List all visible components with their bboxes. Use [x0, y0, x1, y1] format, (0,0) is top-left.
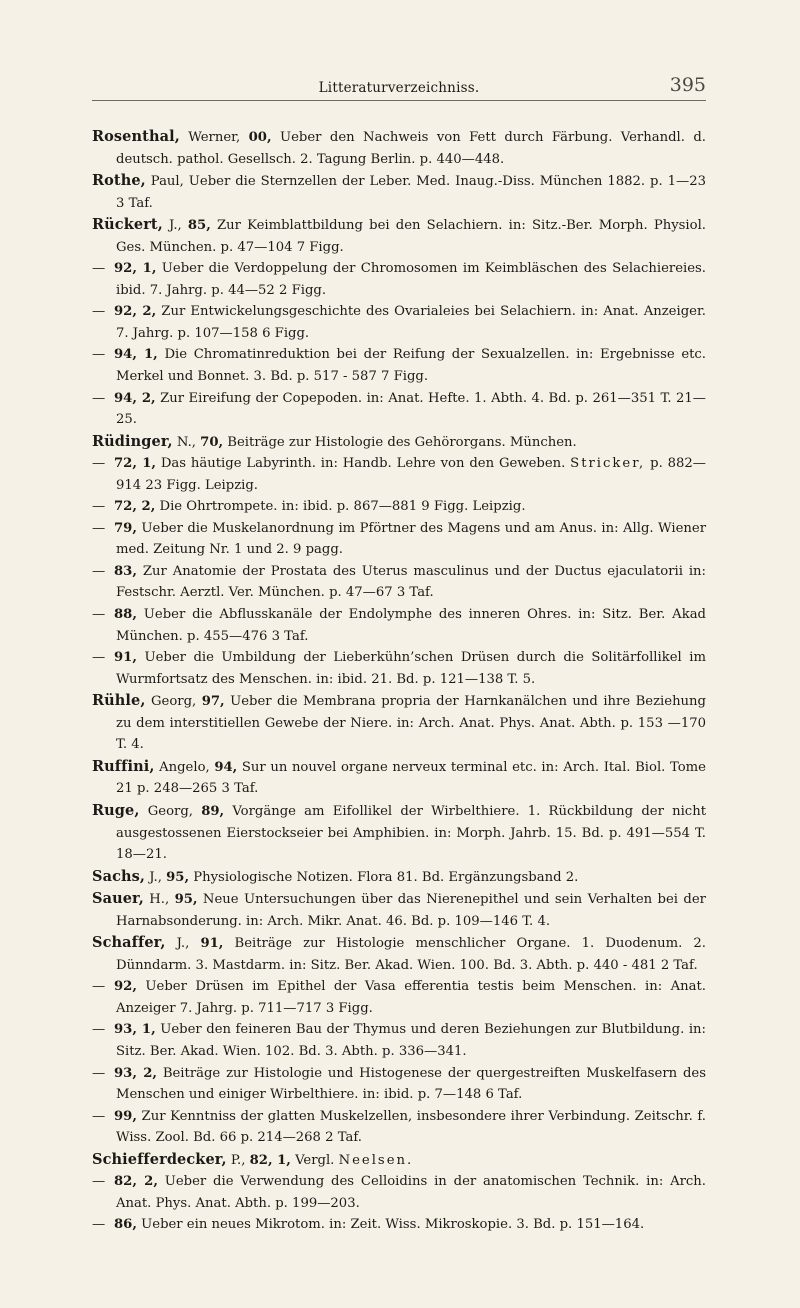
spaced-name: Stricker, [570, 456, 646, 472]
ditto-dash: — [92, 456, 106, 472]
year-number: 92, 1, [114, 261, 157, 277]
bibliography-subentry [92, 1106, 706, 1149]
bibliography-subentry [92, 388, 706, 431]
bibliography-subentry [92, 344, 706, 387]
year-number: 93, 2, [114, 1065, 157, 1081]
author-given-name: Georg, [139, 803, 202, 819]
citation-text: Zur Keimblattbildung bei den Selachiern. in: Sitz.-Ber. Morph. Physiol. Ges. München. p. 47—104 7 Figg. [116, 218, 706, 255]
bibliography-subentry [92, 301, 706, 344]
year-number: 97, [201, 694, 225, 710]
author-surname: Rüdinger, [92, 432, 173, 450]
citation-text: Die Ohrtrompete. in: ibid. p. 867—881 9 Figg. Leipzig. [155, 499, 526, 515]
year-number: 00, [248, 130, 272, 145]
year-number: 83, [114, 563, 137, 579]
bibliography-entry [92, 214, 706, 258]
year-number: 88, [114, 607, 137, 623]
bibliography-entry [92, 800, 706, 866]
author-given-name: P., [226, 1152, 250, 1168]
citation-text: Vergl. [290, 1152, 339, 1168]
ditto-dash: — [92, 1174, 106, 1190]
author-surname: Rothe, [92, 172, 146, 190]
citation-text: Das häutige Labyrinth. in: Handb. Lehre von den Geweben. [155, 456, 571, 472]
citation-text: Beiträge zur Histologie und Histogenese der quergestreiften Muskelfasern des Menschen und einiger Wirbelthiere. in: ibid. p. 7—148 6 Taf. [116, 1065, 706, 1103]
bibliography-entry [92, 431, 706, 454]
page-number: 395 [669, 74, 706, 96]
citation-text: Ueber die Verwendung des Celloidins in der anatomischen Technik. in: Arch. Anat. Phys. Anat. Abth. p. 199—203. [116, 1174, 706, 1211]
year-number: 72, 2, [114, 499, 156, 515]
author-surname: Rückert, [92, 216, 163, 234]
author-surname: Sauer, [92, 890, 144, 908]
citation-text: Ueber die Verdoppelung der Chromosomen im Keimbläschen des Selachiereies. ibid. 7. Jahrg. p. 44—52 2 Figg. [116, 261, 706, 298]
author-given-name: J., [165, 936, 201, 952]
ditto-dash: — [92, 390, 106, 406]
year-number: 89, [201, 803, 225, 819]
year-number: 86, [114, 1217, 137, 1233]
citation-text: Ueber ein neues Mikrotom. in: Zeit. Wiss. Mikroskopie. 3. Bd. p. 151—164. [136, 1217, 645, 1233]
citation-text: Ueber die Umbildung der Lieberkühn’schen Drüsen durch die Solitärfollikel im Wurmfortsatz des Menschen. in: ibid. 21. Bd. p. 121—138 T. 5. [116, 650, 706, 687]
year-number: 99, [114, 1108, 137, 1124]
ditto-dash: — [92, 1022, 106, 1038]
citation-text: Zur Entwickelungsgeschichte des Ovarialeies bei Selachiern. in: Anat. Anzeiger. 7. Jahrg. p. 107—158 6 Figg. [116, 304, 706, 341]
running-title: Litteraturverzeichniss. [318, 80, 480, 96]
year-number: 94, 1, [114, 347, 158, 363]
bibliography-subentry [92, 453, 706, 496]
year-number: 85, [187, 218, 211, 234]
year-number: 91, [114, 650, 137, 666]
ditto-dash: — [92, 563, 106, 579]
ditto-dash: — [92, 1108, 106, 1124]
bibliography-subentry [92, 1214, 706, 1236]
bibliography-subentry [92, 647, 706, 690]
ditto-dash: — [92, 304, 106, 320]
author-given-name: J., [145, 869, 167, 885]
bibliography-entry [92, 126, 706, 170]
year-number: 94, [214, 759, 238, 775]
ditto-dash: — [92, 261, 106, 277]
author-given-name: H., [143, 892, 175, 908]
bibliography-subentry [92, 561, 706, 604]
citation-text: Ueber den Nachweis von Fett durch Färbung. Verhandl. d. deutsch. pathol. Gesellsch. 2. Tagung Berlin. p. 440—448. [116, 130, 706, 167]
citation-text: Zur Anatomie der Prostata des Uterus masculinus und der Ductus ejaculatorii in: Festschr. Aerztl. Ver. München. p. 47—67 3 Taf. [116, 563, 706, 601]
ditto-dash: — [92, 607, 106, 623]
author-given-name: Angelo, [154, 759, 215, 775]
ditto-dash: — [92, 347, 106, 363]
bibliography-entry [92, 932, 706, 976]
bibliography-entry [92, 866, 706, 889]
year-number: 70, [200, 434, 224, 450]
bibliography-subentry [92, 1171, 706, 1214]
author-surname: Rühle, [92, 692, 146, 710]
ditto-dash: — [92, 499, 106, 515]
bibliography-entry [92, 1149, 706, 1172]
spaced-name: Neelsen. [338, 1152, 414, 1168]
citation-text: Neue Untersuchungen über das Nierenepithel und sein Verhalten bei der Harnabsonderung. in: Arch. Mikr. Anat. 46. Bd. p. 109—146 T. 4. [116, 892, 706, 929]
citation-text: Zur Eireifung der Copepoden. in: Anat. Hefte. 1. Abth. 4. Bd. p. 261—351 T. 21—25. [116, 390, 706, 428]
ditto-dash: — [92, 979, 106, 995]
year-number: 92, [114, 979, 137, 995]
citation-text: Ueber Drüsen im Epithel der Vasa efferentia testis beim Menschen. in: Anat. Anzeiger 7. Jahrg. p. 711—717 3 Figg. [116, 979, 706, 1016]
bibliography-subentry [92, 1063, 706, 1106]
citation-text: Beiträge zur Histologie menschlicher Organe. 1. Duodenum. 2. Dünndarm. 3. Mastdarm. in: Sitz. Ber. Akad. Wien. 100. Bd. 3. Abth. p. 440 - 481 2 Taf. [116, 936, 706, 973]
year-number: 94, 2, [114, 390, 156, 406]
author-surname: Ruffini, [92, 757, 155, 775]
bibliography-entry [92, 888, 706, 932]
ditto-dash: — [92, 1065, 106, 1081]
bibliography-subentry [92, 1019, 706, 1062]
page-header [92, 72, 706, 101]
year-number: 79, [114, 520, 137, 536]
year-number: 95, [166, 869, 190, 885]
citation-text: Ueber den feineren Bau der Thymus und deren Beziehungen zur Blutbildung. in: Sitz. Ber. Akad. Wien. 102. Bd. 3. Abth. p. 336—341. [116, 1022, 706, 1059]
author-given-name: J., [162, 218, 188, 234]
year-number: 93, 1, [114, 1022, 156, 1038]
year-number: 72, 1, [114, 456, 156, 472]
year-number: 82, 2, [114, 1174, 158, 1190]
bibliography-subentry [92, 518, 706, 561]
bibliography-subentry [92, 604, 706, 647]
bibliography-entry [92, 690, 706, 756]
citation-text: Ueber die Sternzellen der Leber. Med. Inaug.-Diss. München 1882. p. 1—23 3 Taf. [116, 174, 706, 211]
ditto-dash: — [92, 1217, 106, 1233]
author-surname: Sachs, [92, 867, 146, 885]
year-number: 82, 1, [249, 1152, 291, 1168]
ditto-dash: — [92, 520, 106, 536]
bibliography-subentry [92, 496, 706, 518]
citation-text: Die Chromatinreduktion bei der Reifung der Sexualzellen. in: Ergebnisse etc. Merkel und Bonnet. 3. Bd. p. 517 - 587 7 Figg. [116, 347, 706, 385]
author-given-name: N., [172, 434, 201, 450]
citation-text: Vorgänge am Eifollikel der Wirbelthiere. 1. Rückbildung der nicht ausgestossenen Eierstockseier bei Amphibien. in: Morph. Jahrb. 15. Bd. p. 491—554 T. 18—21. [116, 803, 706, 863]
citation-text: Ueber die Abflusskanäle der Endolymphe des inneren Ohres. in: Sitz. Ber. Akad München. p. 455—476 3 Taf. [116, 607, 706, 644]
citation-text: Zur Kenntniss der glatten Muskelzellen, insbesondere ihrer Verbindung. Zeitschr. f. Wiss. Zool. Bd. 66 p. 214—268 2 Taf. [116, 1108, 706, 1146]
author-surname: Rosenthal, [92, 128, 180, 145]
year-number: 91, [200, 936, 224, 952]
citation-text: Ueber die Muskelanordnung im Pförtner des Magens und am Anus. in: Allg. Wiener med. Zeitung Nr. 1 und 2. 9 pagg. [116, 520, 706, 558]
citation-text: Sur un nouvel organe nerveux terminal etc. in: Arch. Ital. Biol. Tome 21 p. 248—265 3 Taf. [116, 759, 706, 797]
bibliography-entry [92, 756, 706, 800]
citation-text: Physiologische Notizen. Flora 81. Bd. Ergänzungsband 2. [189, 869, 579, 885]
citation-text: Ueber die Membrana propria der Harnkanälchen und ihre Beziehung zu dem interstitiellen Gewebe der Niere. in: Arch. Anat. Phys. Anat. Abth. p. 153 —170 T. 4. [116, 694, 706, 753]
citation-text: Beiträge zur Histologie des Gehörorgans. München. [223, 434, 577, 450]
year-number: 92, 2, [114, 304, 157, 320]
author-surname: Ruge, [92, 801, 140, 819]
author-given-name: Paul, [145, 174, 189, 190]
bibliography-subentry [92, 976, 706, 1019]
year-number: 95, [174, 892, 198, 908]
ditto-dash: — [92, 650, 106, 666]
author-surname: Schiefferdecker, [92, 1150, 227, 1168]
bibliography-entry [92, 170, 706, 214]
bibliography-list [92, 126, 706, 1236]
citation-text-cont: p. 882—914 23 Figg. Leipzig. [116, 456, 706, 493]
author-given-name: Werner, [179, 130, 249, 145]
author-surname: Schaffer, [92, 934, 166, 952]
bibliography-subentry [92, 258, 706, 301]
author-given-name: Georg, [145, 694, 202, 710]
